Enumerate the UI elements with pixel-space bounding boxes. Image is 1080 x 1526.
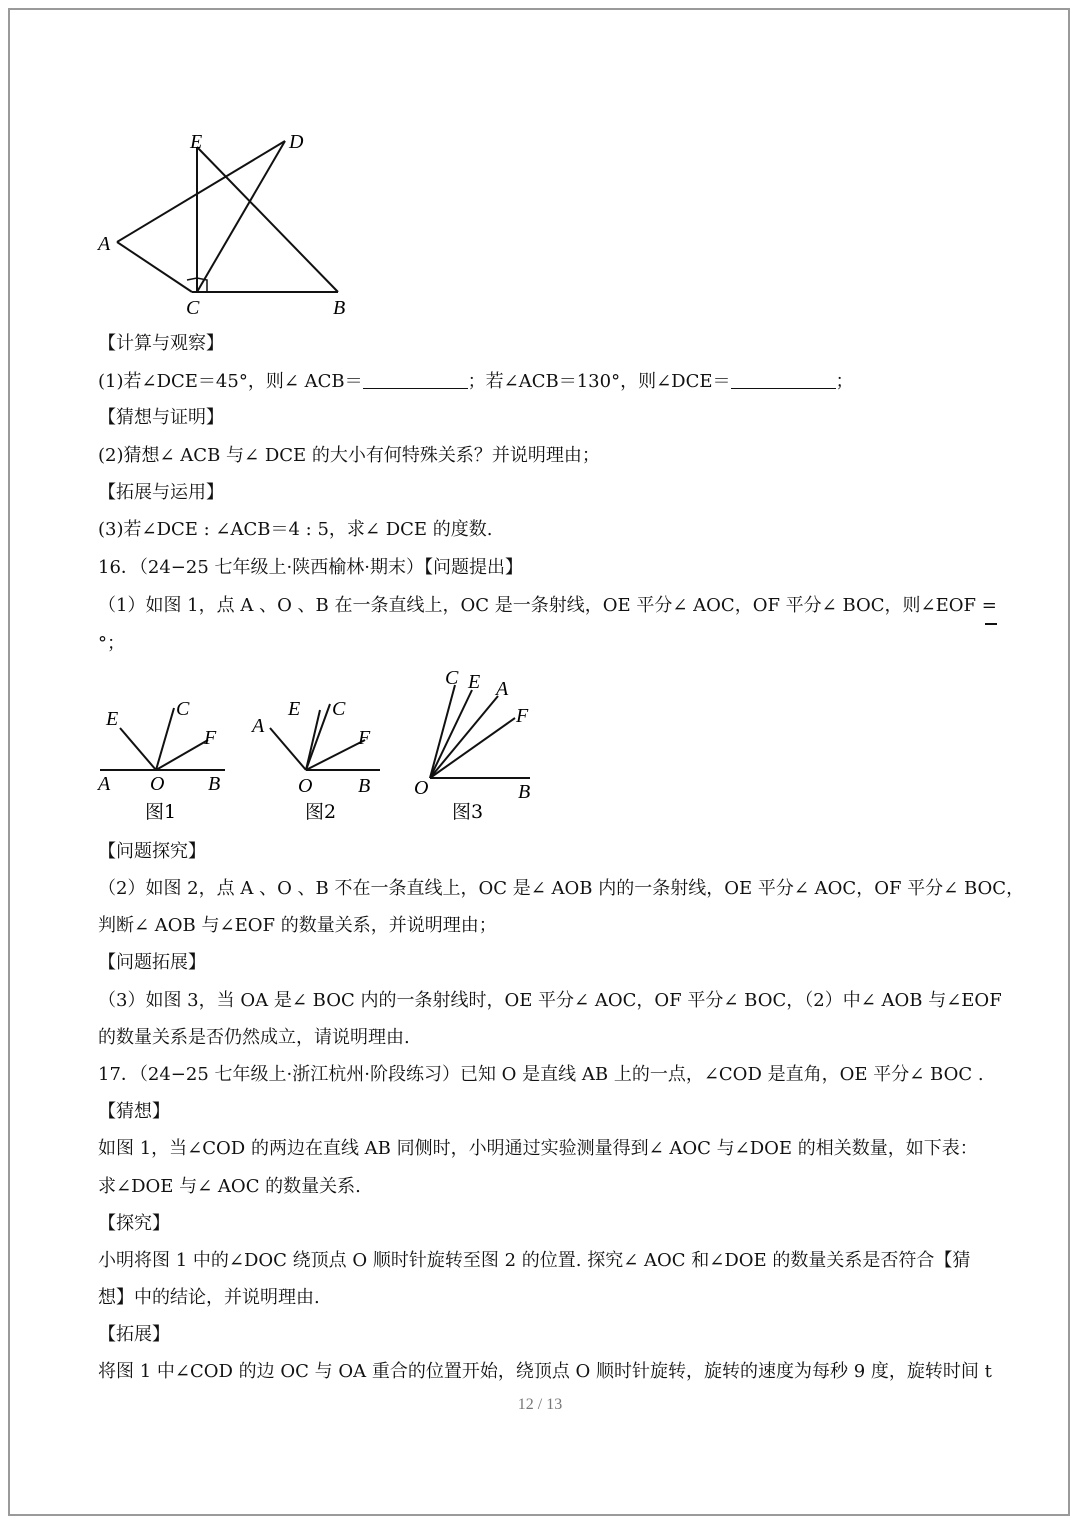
label-C: C xyxy=(186,297,200,319)
text-line: 【探究】 xyxy=(98,1213,170,1234)
fig3-label-E: E xyxy=(468,671,481,693)
problem-17-title: 17．（24−25 七年级上·浙江杭州·阶段练习）已知 O 是直线 AB 上的一点，∠COD 是直角，OE 平分∠ BOC . xyxy=(98,1064,984,1085)
text-line: 【问题探究】 xyxy=(98,841,206,862)
text-line: °； xyxy=(98,633,125,654)
fig2-label-A: A xyxy=(252,715,265,737)
fig1-ray-OE xyxy=(120,728,156,770)
page-number: 12 / 13 xyxy=(517,1396,563,1413)
text-line: (3)若∠DCE : ∠ACB＝4 : 5，求∠ DCE 的度数. xyxy=(98,519,493,540)
text-line: （1）如图 1，点 A 、O 、B 在一条直线上，OC 是一条射线，OE 平分∠ AOC，OF 平分∠ BOC，则∠EOF = xyxy=(98,595,997,616)
question-1-line xyxy=(98,370,854,394)
fig2-caption: 图2 xyxy=(305,801,337,823)
fig1-label-C: C xyxy=(176,698,190,720)
problem-16-title: 16．（24−25 七年级上·陕西榆林·期末）【问题提出】 xyxy=(98,557,523,578)
geometry-figure-triangles xyxy=(90,120,350,320)
text-line: 【问题拓展】 xyxy=(98,952,206,973)
text-line: 求∠DOE 与∠ AOC 的数量关系. xyxy=(98,1176,361,1197)
answer-blank-1[interactable] xyxy=(363,372,468,389)
angle-figures-16 xyxy=(90,660,550,830)
fig2-label-O: O xyxy=(298,775,313,797)
fig1-label-F: F xyxy=(204,727,217,749)
fig2-label-E: E xyxy=(288,698,301,720)
text-line: 判断∠ AOB 与∠EOF 的数量关系，并说明理由； xyxy=(98,915,497,936)
fig1-label-B: B xyxy=(208,773,221,795)
text-line: 想】中的结论，并说明理由. xyxy=(98,1287,320,1308)
label-B: B xyxy=(333,297,346,319)
text-line: 【拓展与运用】 xyxy=(98,482,224,503)
text-line: （3）如图 3，当 OA 是∠ BOC 内的一条射线时，OE 平分∠ AOC，OF 平分∠ BOC，（2）中∠ AOB 与∠EOF xyxy=(98,990,1002,1011)
segment-AC xyxy=(117,242,192,292)
text-line: 【计算与观察】 xyxy=(98,333,224,354)
q1-part-b: ；若∠ACB＝130°，则∠DCE＝ xyxy=(467,371,731,392)
text-line: 将图 1 中∠COD 的边 OC 与 OA 重合的位置开始，绕顶点 O 顺时针旋转，旋转的速度为每秒 9 度，旋转时间 t xyxy=(98,1361,992,1382)
fig3-caption: 图3 xyxy=(452,801,484,823)
fig2-label-F: F xyxy=(358,727,371,749)
answer-blank-3[interactable] xyxy=(985,623,997,625)
segment-AD xyxy=(117,141,285,242)
fig3-label-A: A xyxy=(496,678,509,700)
q1-part-a: (1)若∠DCE＝45°，则∠ ACB＝ xyxy=(98,371,363,392)
fig1-caption: 图1 xyxy=(145,801,177,823)
fig2-ray-OA xyxy=(270,728,306,770)
text-line: 【猜想】 xyxy=(98,1101,170,1122)
segment-CD xyxy=(197,141,285,292)
fig2-label-B: B xyxy=(358,775,371,797)
text-line: (2)猜想∠ ACB 与∠ DCE 的大小有何特殊关系？并说明理由； xyxy=(98,445,600,466)
text-line: 【拓展】 xyxy=(98,1324,170,1345)
fig1-label-A: A xyxy=(98,773,111,795)
answer-blank-2[interactable] xyxy=(731,372,836,389)
fig3-label-O: O xyxy=(414,777,429,799)
label-A: A xyxy=(98,233,111,255)
fig3-label-C: C xyxy=(445,667,459,689)
text-line: 如图 1，当∠COD 的两边在直线 AB 同侧时，小明通过实验测量得到∠ AOC 与∠DOE 的相关数量，如下表： xyxy=(98,1138,978,1159)
q1-part-c: ； xyxy=(835,371,854,392)
text-line: 【猜想与证明】 xyxy=(98,407,224,428)
fig1-label-O: O xyxy=(150,773,165,795)
text-line: 小明将图 1 中的∠DOC 绕顶点 O 顺时针旋转至图 2 的位置. 探究∠ AOC 和∠DOE 的数量关系是否符合【猜 xyxy=(98,1250,971,1271)
fig2-label-C: C xyxy=(332,698,346,720)
label-E: E xyxy=(190,131,203,153)
label-D: D xyxy=(289,131,304,153)
text-line: （2）如图 2，点 A 、O 、B 不在一条直线上，OC 是∠ AOB 内的一条射线，OE 平分∠ AOC，OF 平分∠ BOC， xyxy=(98,878,1025,899)
text-line: 的数量关系是否仍然成立，请说明理由. xyxy=(98,1027,410,1048)
fig1-label-E: E xyxy=(106,708,119,730)
fig3-label-B: B xyxy=(518,781,531,803)
fig3-label-F: F xyxy=(516,705,529,727)
segment-EB xyxy=(197,147,338,292)
